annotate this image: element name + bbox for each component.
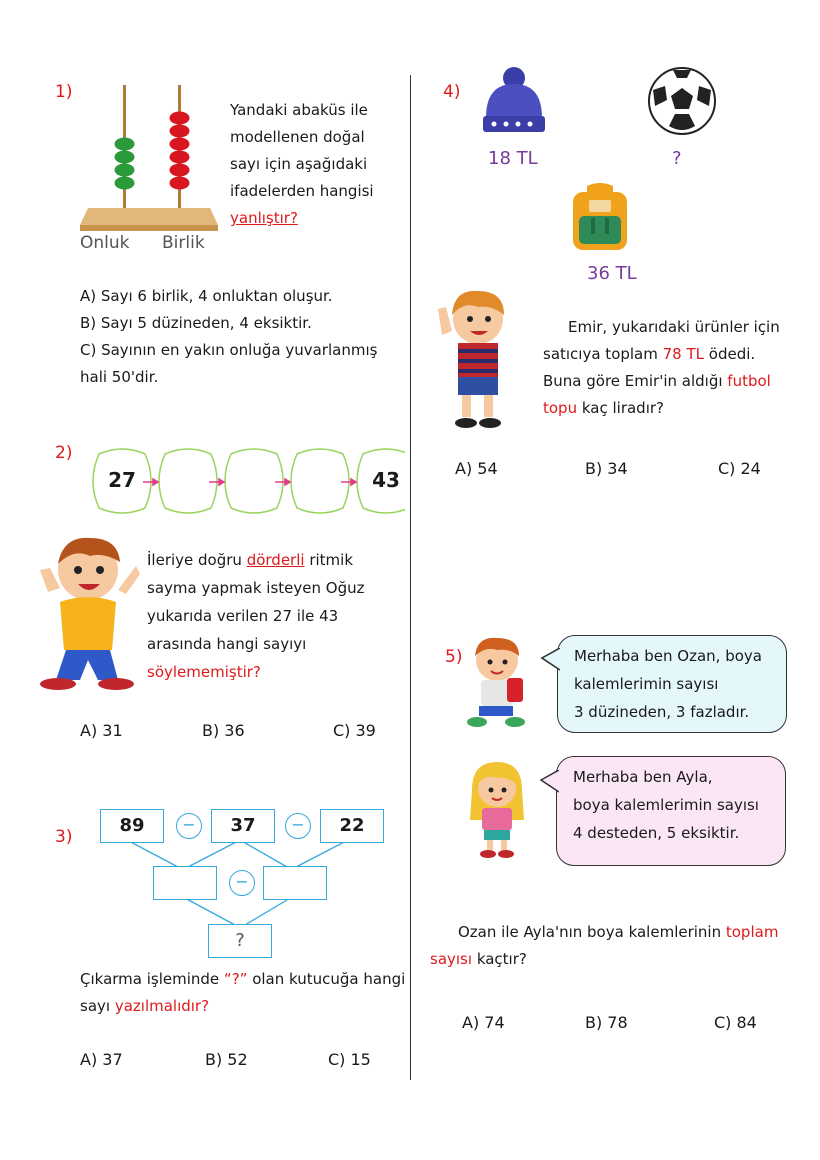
q3-option-a[interactable]: A) 37	[80, 1050, 123, 1069]
ayla-speech-line: boya kalemlerimin sayısı	[573, 796, 759, 814]
subtraction-result-box[interactable]: ?	[208, 924, 272, 958]
backpack-image	[565, 182, 635, 254]
q3-option-c[interactable]: C) 15	[328, 1050, 371, 1069]
q1-text-line: sayı için aşağıdaki	[230, 155, 368, 173]
sequence-start-value: 27	[108, 468, 136, 492]
ayla-speech-line: 4 desteden, 5 eksiktir.	[573, 824, 740, 842]
question-4-number: 4)	[443, 82, 461, 102]
q4-text-line-2: satıcıya toplam 78 TL ödedi.	[543, 345, 756, 363]
q4-text-line-3: Buna göre Emir'in aldığı futbol	[543, 372, 771, 390]
q1-text-line: Yandaki abaküs ile	[230, 101, 368, 119]
q5-option-b[interactable]: B) 78	[585, 1013, 628, 1032]
football-price-unknown: ?	[672, 148, 682, 169]
abacus-image	[80, 85, 220, 250]
q2-text-line: arasında hangi sayıyı	[147, 635, 307, 653]
q1-option-b[interactable]: B) Sayı 5 düzineden, 4 eksiktir.	[80, 314, 312, 332]
ayla-speech-bubble	[556, 756, 786, 866]
q1-text-line: ifadelerden hangisi	[230, 182, 374, 200]
subtraction-top-box-1: 89	[100, 809, 164, 843]
question-5-number: 5)	[445, 647, 463, 667]
q1-highlight: yanlıştır?	[230, 209, 298, 227]
q4-option-a[interactable]: A) 54	[455, 459, 498, 478]
q2-highlight: söylememiştir?	[147, 663, 261, 681]
q3-text-line-2: sayı yazılmalıdır?	[80, 997, 210, 1015]
ayla-speech-line: Merhaba ben Ayla,	[573, 768, 713, 786]
minus-sign-icon: −	[176, 813, 202, 839]
boy-oguz-illustration	[38, 530, 140, 692]
question-1-number: 1)	[55, 82, 73, 102]
ozan-bubble-tail	[540, 648, 560, 672]
q2-text-line: sayma yapmak isteyen Oğuz	[147, 579, 365, 597]
wool-hat-image	[480, 66, 548, 138]
sequence-end-value: 43	[372, 468, 400, 492]
girl-ayla-illustration	[466, 760, 528, 860]
football-image	[647, 66, 717, 136]
backpack-price: 36 TL	[587, 263, 637, 284]
abacus-label-ones: Birlik	[162, 233, 205, 253]
subtraction-middle-box-1[interactable]	[153, 866, 217, 900]
q4-text-line-4: topu kaç liradır?	[543, 399, 665, 417]
ayla-bubble-tail	[539, 770, 559, 794]
q5-text-line-1: Ozan ile Ayla'nın boya kalemlerinin toplam	[458, 923, 779, 941]
q1-option-a[interactable]: A) Sayı 6 birlik, 4 onluktan oluşur.	[80, 287, 333, 305]
ozan-speech-bubble	[557, 635, 787, 733]
subtraction-top-box-3: 22	[320, 809, 384, 843]
q3-text-line-1: Çıkarma işleminde “?” olan kutucuğa hangi	[80, 970, 406, 988]
q5-option-c[interactable]: C) 84	[714, 1013, 757, 1032]
q2-text-line: yukarıda verilen 27 ile 43	[147, 607, 339, 625]
q2-option-c[interactable]: C) 39	[333, 721, 376, 740]
hat-price: 18 TL	[488, 148, 538, 169]
q1-option-c[interactable]: C) Sayının en yakın onluğa yuvarlanmış	[80, 341, 378, 359]
q1-option-c-cont: hali 50'dir.	[80, 368, 159, 386]
question-3-number: 3)	[55, 827, 73, 847]
minus-sign-icon: −	[285, 813, 311, 839]
q4-option-b[interactable]: B) 34	[585, 459, 628, 478]
q5-text-line-2: sayısı kaçtır?	[430, 950, 527, 968]
q4-text-line-1: Emir, yukarıdaki ürünler için	[568, 318, 780, 336]
minus-sign-icon: −	[229, 870, 255, 896]
subtraction-top-box-2: 37	[211, 809, 275, 843]
q3-option-b[interactable]: B) 52	[205, 1050, 248, 1069]
boy-emir-illustration	[438, 285, 514, 431]
q5-option-a[interactable]: A) 74	[462, 1013, 505, 1032]
abacus-label-tens: Onluk	[80, 233, 130, 253]
ozan-speech-line: kalemlerimin sayısı	[574, 675, 719, 693]
ozan-speech-line: 3 düzineden, 3 fazladır.	[574, 703, 750, 721]
q2-text-line-1: İleriye doğru dörderli ritmik	[147, 551, 354, 569]
q4-option-c[interactable]: C) 24	[718, 459, 761, 478]
q1-text-line: modellenen doğal	[230, 128, 365, 146]
question-2-number: 2)	[55, 443, 73, 463]
q2-option-a[interactable]: A) 31	[80, 721, 123, 740]
boy-ozan-illustration	[463, 634, 533, 730]
subtraction-middle-box-2[interactable]	[263, 866, 327, 900]
q2-option-b[interactable]: B) 36	[202, 721, 245, 740]
column-divider	[410, 75, 411, 1080]
ozan-speech-line: Merhaba ben Ozan, boya	[574, 647, 762, 665]
